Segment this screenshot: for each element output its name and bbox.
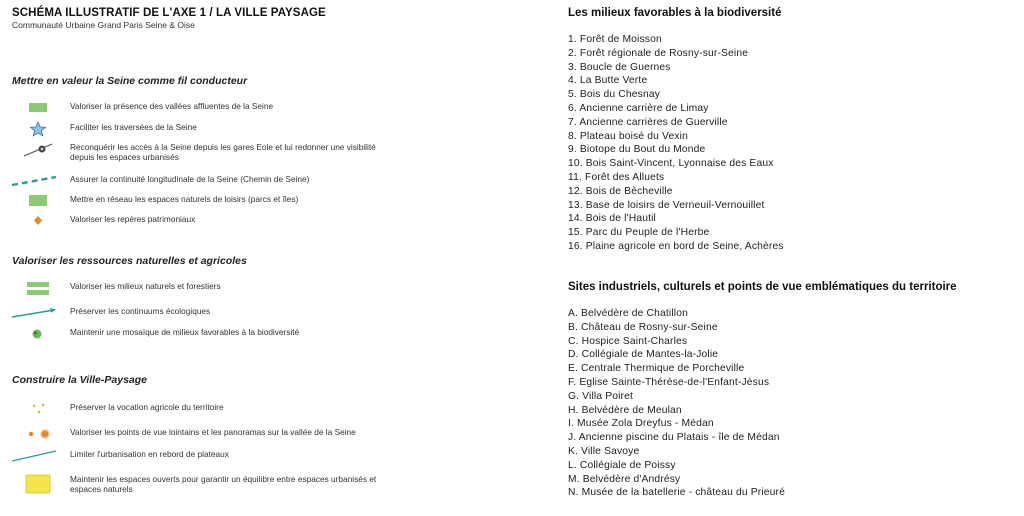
legend-item-urbanisation [22, 448, 522, 464]
list-item: 7. Ancienne carrières de Guerville [568, 116, 728, 128]
legend-label: Préserver les continuums écologiques [70, 306, 211, 316]
legend-label: Maintenir les espaces ouverts pour garantir un équilibre entre espaces urbanisés et espaces naturels [70, 474, 377, 494]
sites-title: Sites industriels, culturels et points de vue emblématiques du territoire [568, 281, 957, 293]
list-item: 15. Parc du Peuple de l'Herbe [568, 227, 710, 239]
list-item: 1. Forêt de Moisson [568, 34, 662, 45]
teal-dashed-line-icon [10, 173, 60, 189]
list-item: H. Belvédère de Meulan [568, 404, 682, 416]
list-item: L. Collégiale de Poissy [568, 459, 676, 471]
legend-item-vallees [22, 100, 522, 116]
legend-label: Assurer la continuité longitudinale de la Seine (Chemin de Seine) [70, 174, 310, 184]
list-item: 12. Bois de Bècheville [568, 185, 673, 197]
legend-label: Reconquérir les accès à la Seine depuis les gares Eole et lui redonner une visibilité depuis les espaces urbanisés [70, 142, 376, 162]
blue-star-icon [22, 121, 56, 137]
orange-diamond-icon [22, 213, 56, 229]
list-item: F. Eglise Sainte-Thérèse-de-l'Enfant-Jésus [568, 376, 770, 388]
teal-arrow-line-icon [10, 305, 60, 321]
green-circle-icon [22, 326, 56, 342]
green-square-icon [22, 193, 56, 209]
biodiversity-title: Les milieux favorables à la biodiversité [568, 7, 782, 19]
list-item: 2. Forêt régionale de Rosny-sur-Seine [568, 47, 749, 59]
list-item: K. Ville Savoye [568, 445, 640, 457]
yellow-square-icon [22, 473, 56, 495]
green-rect-icon [22, 100, 56, 116]
legend-item-continuums [22, 305, 522, 321]
list-item: B. Château de Rosny-sur-Seine [568, 321, 718, 333]
list-item: 16. Plaine agricole en bord de Seine, Achères [568, 240, 784, 252]
legend-item-continuite [22, 173, 522, 189]
list-item: E. Centrale Thermique de Porcheville [568, 363, 745, 375]
list-item: G. Villa Poiret [568, 390, 634, 402]
legend-label: Faciliter les traversées de la Seine [70, 122, 197, 132]
yellow-dots-icon [22, 401, 56, 417]
list-item: C. Hospice Saint-Charles [568, 335, 688, 347]
list-item: J. Ancienne piscine du Platais - île de Médan [568, 432, 780, 444]
legend-label: Maintenir une mosaïque de milieux favorables à la biodiversité [70, 327, 300, 337]
legend-label: Valoriser la présence des vallées affluentes de la Seine [70, 101, 274, 111]
legend-item-points-de-vue [22, 426, 522, 442]
list-item: M. Belvédère d'Andrésy [568, 473, 681, 485]
legend-label: Préserver la vocation agricole du territoire [70, 402, 224, 412]
legend-header [12, 7, 532, 30]
list-item: N. Musée de la batellerie - château du Prieuré [568, 487, 785, 499]
list-item: 4. La Butte Verte [568, 75, 648, 87]
legend-item-reperes [22, 213, 522, 229]
section-title-seine: Mettre en valeur la Seine comme fil conducteur [12, 75, 248, 87]
section-title-ville-paysage: Construire la Ville-Paysage [12, 374, 147, 386]
legend-subtitle: Communauté Urbaine Grand Paris Seine & Oise [12, 20, 195, 30]
green-double-bar-icon [22, 280, 56, 300]
section-title-ressources: Valoriser les ressources naturelles et agricoles [12, 255, 247, 267]
legend-item-mosaique [22, 326, 522, 342]
list-item: 13. Base de loisirs de Verneuil-Vernouillet [568, 199, 765, 211]
list-item: 10. Bois Saint-Vincent, Lyonnaise des Eaux [568, 158, 774, 170]
sites-list [568, 307, 785, 500]
list-item: 5. Bois du Chesnay [568, 89, 660, 101]
list-item: A. Belvédère de Chatillon [568, 308, 688, 319]
legend-item-agricole [22, 401, 522, 417]
list-item: 14. Bois de l'Hautil [568, 213, 656, 225]
teal-line-icon [10, 448, 60, 464]
legend-item-espaces-ouverts [22, 473, 522, 497]
legend-label: Valoriser les milieux naturels et forestiers [70, 281, 221, 291]
legend-item-milieux [22, 280, 522, 296]
list-item: 11. Forêt des Alluets [568, 171, 665, 183]
legend-item-acces [22, 141, 522, 162]
list-item: 8. Plateau boisé du Vexin [568, 130, 688, 142]
biodiversity-list [568, 33, 784, 254]
legend-title: SCHÉMA ILLUSTRATIF DE L'AXE 1 / LA VILLE PAYSAGE [12, 7, 326, 19]
list-item: D. Collégiale de Mantes-la-Jolie [568, 349, 719, 361]
list-item: 3. Boucle de Guernes [568, 61, 671, 73]
legend-label: Mettre en réseau les espaces naturels de loisirs (parcs et îles) [70, 194, 299, 204]
list-item: I. Musée Zola Dreyfus - Médan [568, 418, 714, 430]
legend-item-traversees [22, 121, 522, 137]
legend-label: Valoriser les points de vue lointains et les panoramas sur la vallée de la Seine [70, 427, 356, 437]
legend-label: Valoriser les repères patrimoniaux [70, 214, 196, 224]
orange-viewpoint-icon [22, 426, 56, 442]
legend-item-loisirs [22, 193, 522, 209]
list-item: 9. Biotope du Bout du Monde [568, 144, 706, 156]
eye-arrow-icon [22, 141, 56, 157]
legend-label: Limiter l'urbanisation en rebord de plateaux [70, 449, 229, 459]
list-item: 6. Ancienne carrière de Limay [568, 102, 709, 114]
